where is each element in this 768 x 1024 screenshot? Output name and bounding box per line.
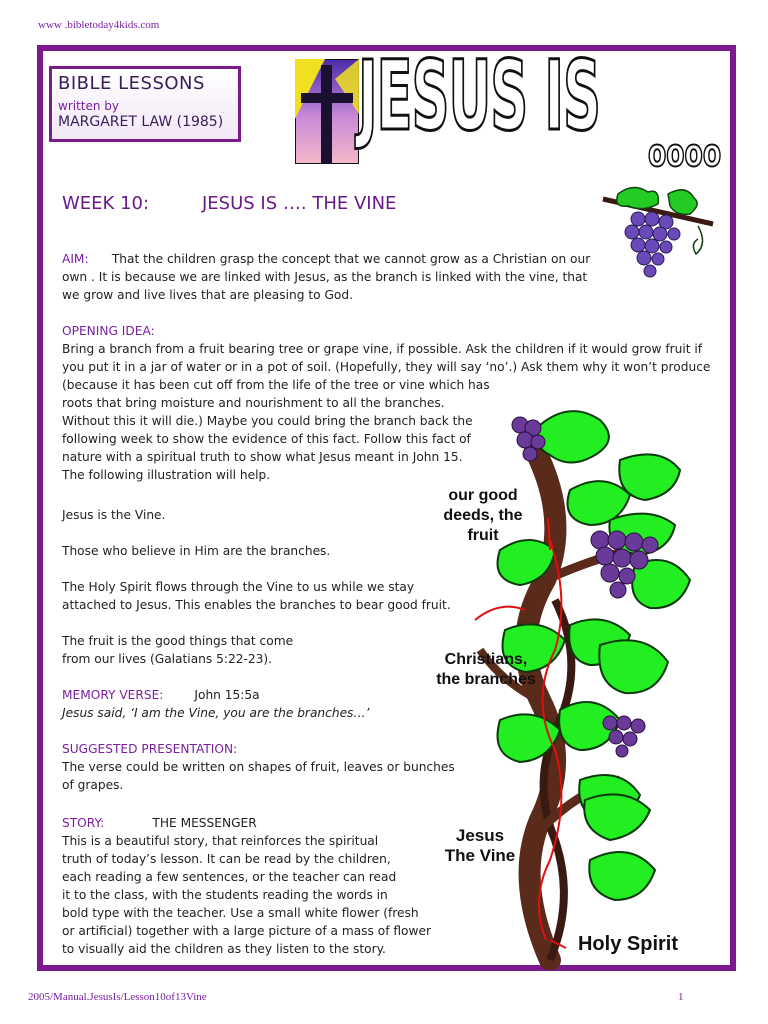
memory-verse-text: Jesus said, ‘I am the Vine, you are the branches…’ <box>62 706 370 720</box>
opening-line: following week to show the evidence of this fact. Follow this fact of <box>62 432 471 446</box>
point-fruit-2: from our lives (Galatians 5:22-23). <box>62 652 273 666</box>
branches-label-line: the branches <box>436 671 536 688</box>
presentation-line-1: The verse could be written on shapes of fruit, leaves or bunches <box>62 760 455 774</box>
memory-ref: John 15:5a <box>194 688 260 702</box>
point-spirit-2: attached to Jesus. This enables the branches to bear good fruit. <box>62 598 451 612</box>
story-row <box>62 814 257 832</box>
grapes-icon <box>598 184 718 288</box>
banner-title: JESUS IS <box>358 40 600 152</box>
written-by-label: written by <box>58 99 120 113</box>
opening-line: Bring a branch from a fruit bearing tree or grape vine, if possible. Ask the children if it would grow fruit if <box>62 342 703 356</box>
aim-line-3: we grow and live lives that are pleasing to God. <box>62 288 353 302</box>
bible-lessons-title: BIBLE LESSONS <box>58 73 205 94</box>
footer-path: 2005/Manual.JesusIs/Lesson10of13Vine <box>28 991 207 1003</box>
week-title: JESUS IS …. THE VINE <box>202 193 397 214</box>
story-line: This is a beautiful story, that reinforces the spiritual <box>62 834 379 848</box>
aim-heading: AIM: <box>62 252 89 266</box>
site-url[interactable]: www .bibletoday4kids.com <box>38 19 160 31</box>
aim-line-2: own . It is because we are linked with Jesus, as the branch is linked with the vine, that <box>62 270 588 284</box>
author-name: MARGARET LAW (1985) <box>58 114 224 130</box>
page-number: 1 <box>678 991 684 1003</box>
story-title: THE MESSENGER <box>152 816 257 830</box>
story-line: truth of today’s lesson. It can be read by the children, <box>62 852 391 866</box>
story-line: to visually aid the children as they listen to the story. <box>62 942 386 956</box>
point-branches: Those who believe in Him are the branches. <box>62 544 331 558</box>
presentation-heading: SUGGESTED PRESENTATION: <box>62 742 238 756</box>
fruit-label <box>440 486 526 546</box>
aim-paragraph <box>62 250 590 268</box>
banner-dots: oooo <box>648 131 722 175</box>
story-line: bold type with the teacher. Use a small white flower (fresh <box>62 906 419 920</box>
point-spirit-1: The Holy Spirit flows through the Vine to us while we stay <box>62 580 415 594</box>
opening-line: roots that bring moisture and nourishment to all the branches. <box>62 396 445 410</box>
fruit-label-line: deeds, the <box>443 507 523 524</box>
bible-lessons-box <box>49 66 241 142</box>
story-heading: STORY: <box>62 816 105 830</box>
story-line: each reading a few sentences, or the teacher can read <box>62 870 397 884</box>
vine-label-line: The Vine <box>444 846 516 865</box>
opening-line: nature with a spiritual truth to show what Jesus meant in John 15. <box>62 450 463 464</box>
memory-verse-row <box>62 686 260 704</box>
story-line: or artificial) together with a large picture of a mass of flower <box>62 924 431 938</box>
presentation-line-2: of grapes. <box>62 778 124 792</box>
vine-label-line: Jesus <box>455 826 505 845</box>
aim-line-1: That the children grasp the concept that we cannot grow as a Christian on our <box>111 252 591 266</box>
cross-logo-icon <box>295 59 359 164</box>
branches-label <box>428 650 544 690</box>
fruit-label-line: fruit <box>467 527 499 544</box>
week-label: WEEK 10: <box>62 193 150 214</box>
branches-label-line: Christians, <box>444 651 528 668</box>
opening-line: The following illustration will help. <box>62 468 271 482</box>
opening-line: you put it in a jar of water or in a pot of soil. (Hopefully, they will say ‘no’.) Ask them why it won’t produce <box>62 360 711 374</box>
point-fruit-1: The fruit is the good things that come <box>62 634 294 648</box>
memory-heading: MEMORY VERSE: <box>62 688 164 702</box>
opening-heading: OPENING IDEA: <box>62 324 155 338</box>
opening-line: (because it has been cut off from the life of the tree or vine which has <box>62 378 490 392</box>
point-vine: Jesus is the Vine. <box>62 508 166 522</box>
holy-spirit-label: Holy Spirit <box>577 933 678 955</box>
fruit-label-line: our good <box>448 487 518 504</box>
opening-line: Without this it will die.) Maybe you could bring the branch back the <box>62 414 473 428</box>
story-line: it to the class, with the students reading the words in <box>62 888 388 902</box>
vine-label <box>428 826 532 866</box>
